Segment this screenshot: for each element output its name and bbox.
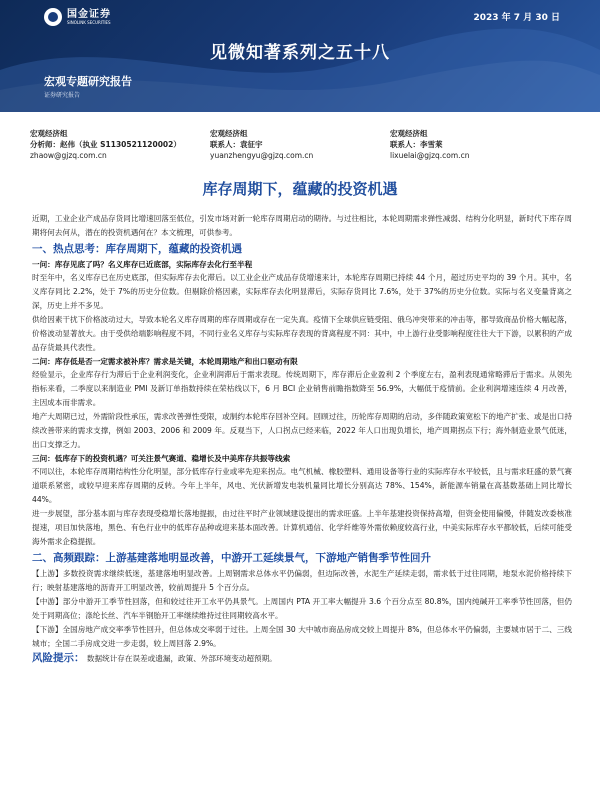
logo-english-name: SINOLINK SECURITIES [67,20,111,25]
series-title: 见微知著系列之五十八 [210,43,390,63]
author-card [210,128,313,161]
author-group: 宏观经济组 [30,129,68,138]
body-paragraph-downstream: 【下游】全国房地产成交率季节性回升，但总体成交率弱于过往。上周全国 30 大中城市商品房成交较上周提升 8%，但总体水平仍偏弱，主要城市居于二、三线城市；全国二手房成交进一步走弱，较上周回落 2.9%。 [32,625,572,648]
subsection-heading: 三问：低库存下的投资机遇？可关注景气赛道、稳增长及中美库存共振等线索 [32,454,291,463]
author-card [390,128,469,161]
author-name: 联系人：李雪莱 [390,140,443,149]
author-email[interactable]: zhaow@gjzq.com.cn [30,151,107,160]
body-paragraph-midstream: 【中游】部分中游开工季节性回落，但和较过往开工水平仍具景气。上周国内 PTA 开工率大幅提升 3.6 个百分点至 80.8%，国内纯碱开工率季节性回落，但仍处于同期高位；涤纶长丝、汽车半钢胎开工率继续维持过往同期较高水平。 [32,597,572,620]
body-paragraph: 地产大周期已过，外需阶段性承压，需求改善弹性受限，或制约本轮库存回补空间。回顾过往，历轮库存周期的启动，多伴随政策宽松下的地产扩张、或是出口持续改善带来的需求支撑，例如 2003、2006 和 2009 年。反观当下，人口拐点已经来临，2022 年人口出现负增长，地产周期拐点下行；海外制造业景气低迷，出口支撑乏力。 [32,412,572,449]
body-paragraph: 供给因素干扰下价格波动过大，导致本轮名义库存周期的库存周期或存在一定失真。疫情下全球供应链受阻、俄乌冲突带来的冲击等，都导致商品价格大幅起落，价格波动显著放大。由于受供给端影响程度不同，不同行业名义库存与实际库存表现的背离程度不同：其中，中上游行业受影响程度往往大于下游，以累积的产成品存货最具代表性。 [32,315,572,352]
company-logo [44,8,111,26]
risk-label: 风险提示： [32,652,85,664]
report-date: 2023 年 7 月 30 日 [473,13,560,23]
body-paragraph: 不同以往，本轮库存周期结构性分化明显，部分低库存行业或率先迎来拐点。电气机械、橡胶塑料、通用设备等行业的实际库存水平较低，且与需求旺盛的景气赛道联系紧密，或较早迎来库存周期的反转。今年上半年，风电、光伏新增发电装机量同比增长分别高达 78%、154%，新能源车销量在高基数基础上同比增长 44%。 [32,467,572,504]
author-group: 宏观经济组 [210,129,248,138]
body-paragraph: 时至年中，名义库存已在历史底部，但实际库存去化滞后。以工业企业产成品存货增速来计，本轮库存周期已持续 44 个月，超过历史平均的 39 个月。其中，名义库存同比 2.2%，处于 7%的历史分位数。但剔除价格因素，实际库存去化明显滞后，实际存货同比 7.6%，处于 37%的历史分位数。实际与名义变量背离之深，历史上并不多见。 [32,273,572,310]
author-email[interactable]: yuanzhengyu@gjzq.com.cn [210,151,314,160]
report-type: 宏观专题研究报告 [44,75,132,88]
section-heading: 一、热点思考：库存周期下，蕴藏的投资机遇 [32,243,242,255]
intro-paragraph: 近期，工业企业产成品存货同比增速回落至低位，引发市场对新一轮库存周期启动的期待。与过往相比，本轮周期需求弹性减弱、结构分化明显，新时代下库存周期将何去何从，潜在的投资机遇何在？本文梳理，可供参考。 [32,214,572,237]
author-email[interactable]: lixuelai@gjzq.com.cn [390,151,470,160]
logo-icon [44,8,62,26]
body-paragraph: 进一步展望，部分基本面与库存表现受稳增长落地提振，由过往平时产业领域建设提出的需求旺盛。上半年基建投资保持高增，但资金使用偏慢，伴随发改委核准提速，项目加快落地，黑色、有色行业中的低库存品种或迎来基本面改善。计算机通信、化学纤维等外需依赖度较高行业，中美实际库存水平都较低，后续可能受海外需求企稳提振。 [32,509,572,546]
author-group: 宏观经济组 [390,129,428,138]
logo-chinese-name: 国金证券 [67,9,111,20]
body-paragraph-upstream: 【上游】多数投资需求继续低迷，基建落地明显改善。上周钢需求总体水平仍偏弱，但边际改善，水泥生产延续走弱，需求低于过往同期，地泵水泥价格持续下行；映射基建落地的沥青开工明显改善，较前周提升 5 个百分点。 [32,569,572,592]
main-title: 库存周期下，蕴藏的投资机遇 [202,180,398,198]
report-subtype: 证券研究报告 [44,92,81,99]
subsection-heading: 一问：库存见底了吗？名义库存已近底部，实际库存去化行至半程 [32,260,253,269]
report-header-banner [0,0,600,112]
author-name: 联系人：袁征宇 [210,140,263,149]
author-card [30,128,181,161]
author-block [30,128,570,164]
body-paragraph: 经验显示，企业库存行为滞后于企业利润变化，企业利润滞后于需求表现。传统周期下，库存滞后企业盈利 2 个季度左右，盈利表现通常略滞后于需求。从领先指标来看，二季度以来制造业 PMI 及新订单指数持续在荣枯线以下，6 月 BCI 企业销售前瞻指数降至 56.9%，大幅低于疫情前。企业利润增速连续 4 月改善，主因成本而非需求。 [32,370,572,407]
subsection-heading: 二问：库存低是否一定需求被补库？需求是关键，本轮周期地产和出口驱动有限 [32,357,298,366]
author-name: 分析师：赵伟（执业 S1130521120002） [30,140,181,149]
risk-warning [32,651,572,666]
report-body [32,212,572,666]
risk-text: 数据统计存在误差或遗漏，政策、外部环境变动超预期。 [86,654,277,663]
section-heading: 二、高频跟踪：上游基建落地明显改善，中游开工延续景气，下游地产销售季节性回升 [32,552,431,564]
